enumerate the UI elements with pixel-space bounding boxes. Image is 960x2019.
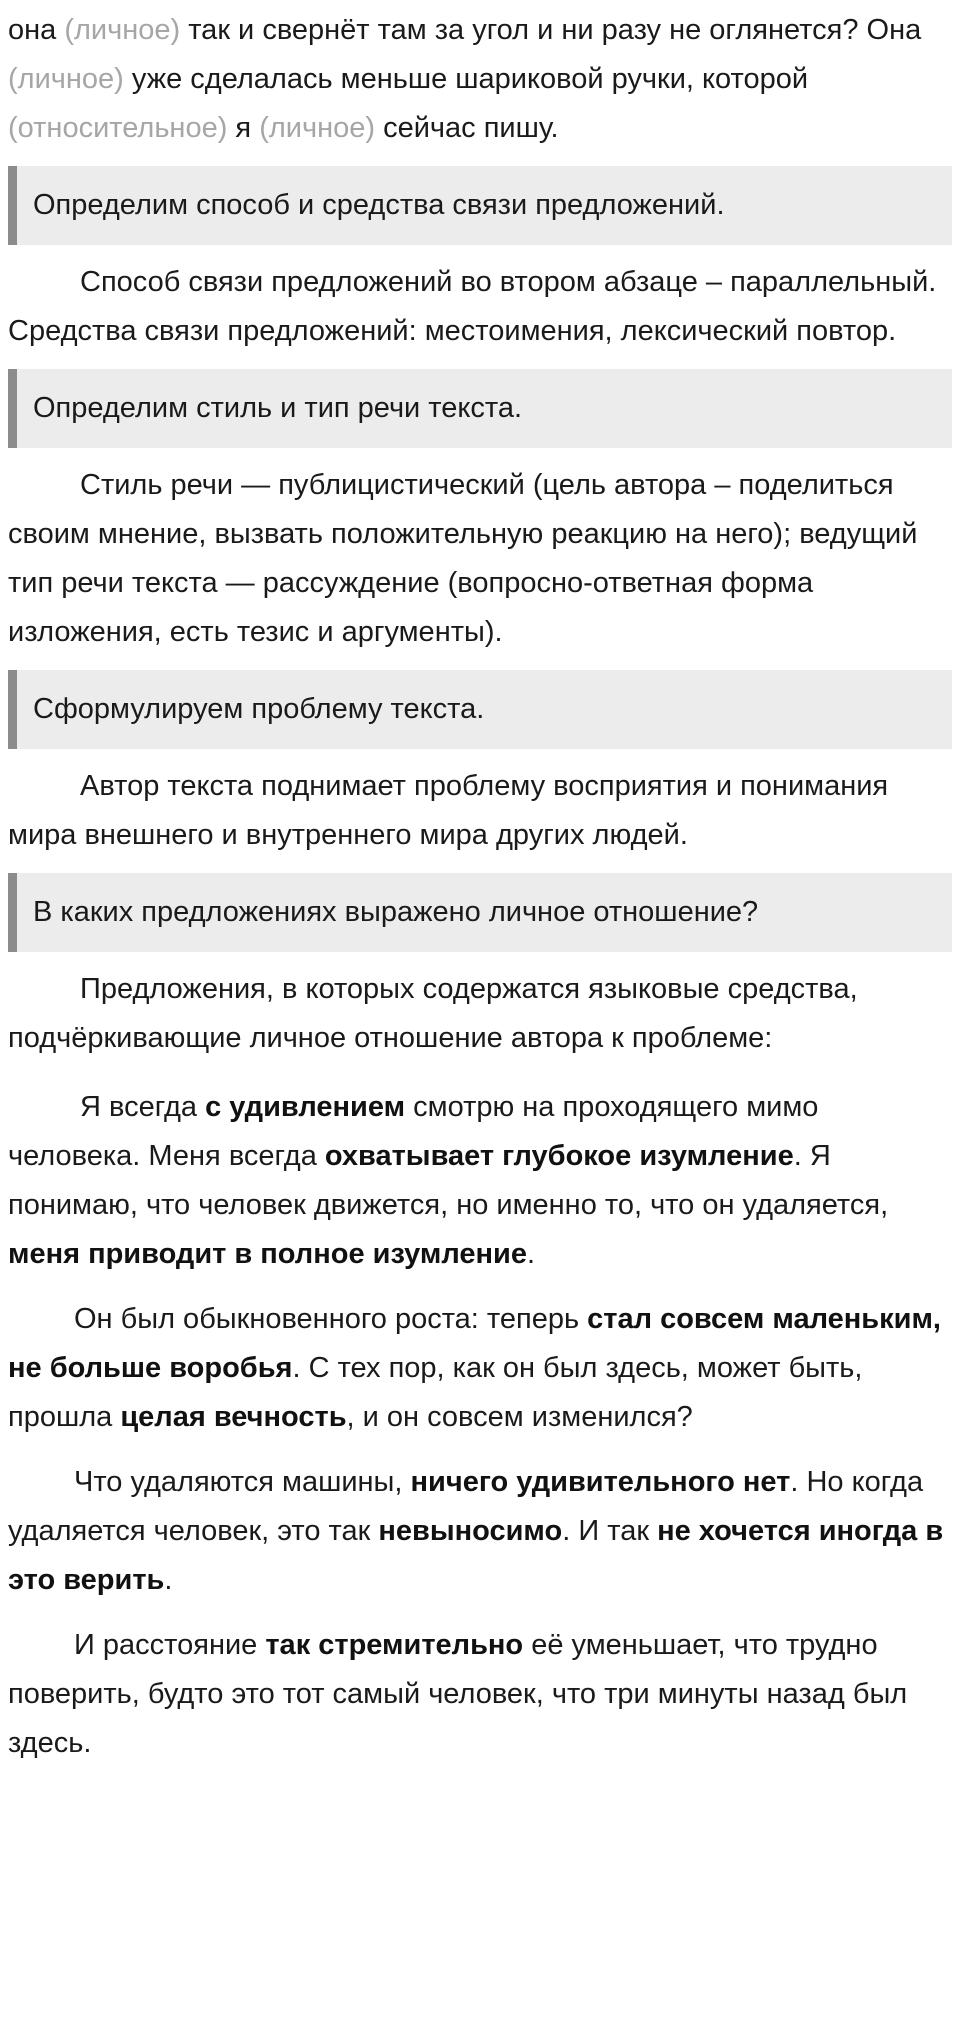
quote-paragraph-1: Я всегда с удивлением смотрю на проходящего мимо человека. Меня всегда охватывает глубокое изумление. Я понимаю, что человек движется, но именно то, что он удаляется, меня приводит в полное изумление. [8, 1091, 889, 1270]
intro-text-3: уже сделалась меньше шариковой ручки, которой [123, 63, 809, 95]
emphasis: так стремительно [265, 1629, 524, 1661]
emphasis: не хочется иногда в это верить [8, 1515, 944, 1596]
document-page [0, 6, 952, 1768]
intro-text-2: так и свернёт там за угол и ни разу не оглянется? Она [180, 14, 922, 46]
emphasis: стал совсем маленьким, не больше воробья [8, 1303, 941, 1384]
section-heading-style: Определим стиль и тип речи текста. [8, 369, 952, 448]
intro-text-5: сейчас пишу. [375, 112, 559, 144]
section-text-connection: Способ связи предложений во втором абзаце – параллельный. Средства связи предложений: местоимения, лексический повтор. [8, 266, 937, 347]
section-text-attitude: Предложения, в которых содержатся языковые средства, подчёркивающие личное отношение автора к проблеме: [8, 973, 858, 1054]
section-heading-attitude: В каких предложениях выражено личное отношение? [8, 873, 952, 952]
section-text-style: Стиль речи — публицистический (цель автора – поделиться своим мнение, вызвать положительную реакцию на него); ведущий тип речи текста — рассуждение (вопросно-ответная форма изложения, есть тезис и аргументы). [8, 469, 918, 648]
emphasis: охватывает глубокое изумление [324, 1140, 794, 1172]
emphasis: с удивлением [205, 1091, 406, 1123]
section-heading-problem: Сформулируем проблему текста. [8, 670, 952, 749]
quote-paragraph-2: Он был обыкновенного роста: теперь стал совсем маленьким, не больше воробья. С тех пор, как он был здесь, может быть, прошла целая вечность, и он совсем изменился? [8, 1303, 941, 1433]
emphasis: меня приводит в полное изумление [8, 1238, 527, 1270]
quote-paragraph-3: Что удаляются машины, ничего удивительного нет. Но когда удаляется человек, это так невыносимо. И так не хочется иногда в это верить. [8, 1466, 944, 1596]
quote-paragraph-4: И расстояние так стремительно её уменьшает, что трудно поверить, будто это тот самый человек, что три минуты назад был здесь. [8, 1629, 908, 1759]
section-text-problem: Автор текста поднимает проблему восприятия и понимания мира внешнего и внутреннего мира других людей. [8, 770, 889, 851]
emphasis: ничего удивительного нет [410, 1466, 791, 1498]
pronoun-annotation: (личное) [259, 112, 376, 144]
pronoun-annotation: (личное) [8, 63, 124, 95]
intro-text-4: я [227, 112, 260, 144]
emphasis: невыносимо [378, 1515, 563, 1547]
emphasis: целая вечность [120, 1401, 347, 1433]
section-heading-connection: Определим способ и средства связи предложений. [8, 166, 952, 245]
pronoun-annotation: (личное) [64, 14, 181, 46]
intro-paragraph [8, 6, 952, 153]
pronoun-annotation: (относительное) [8, 112, 228, 144]
intro-text-1: она [8, 14, 65, 46]
